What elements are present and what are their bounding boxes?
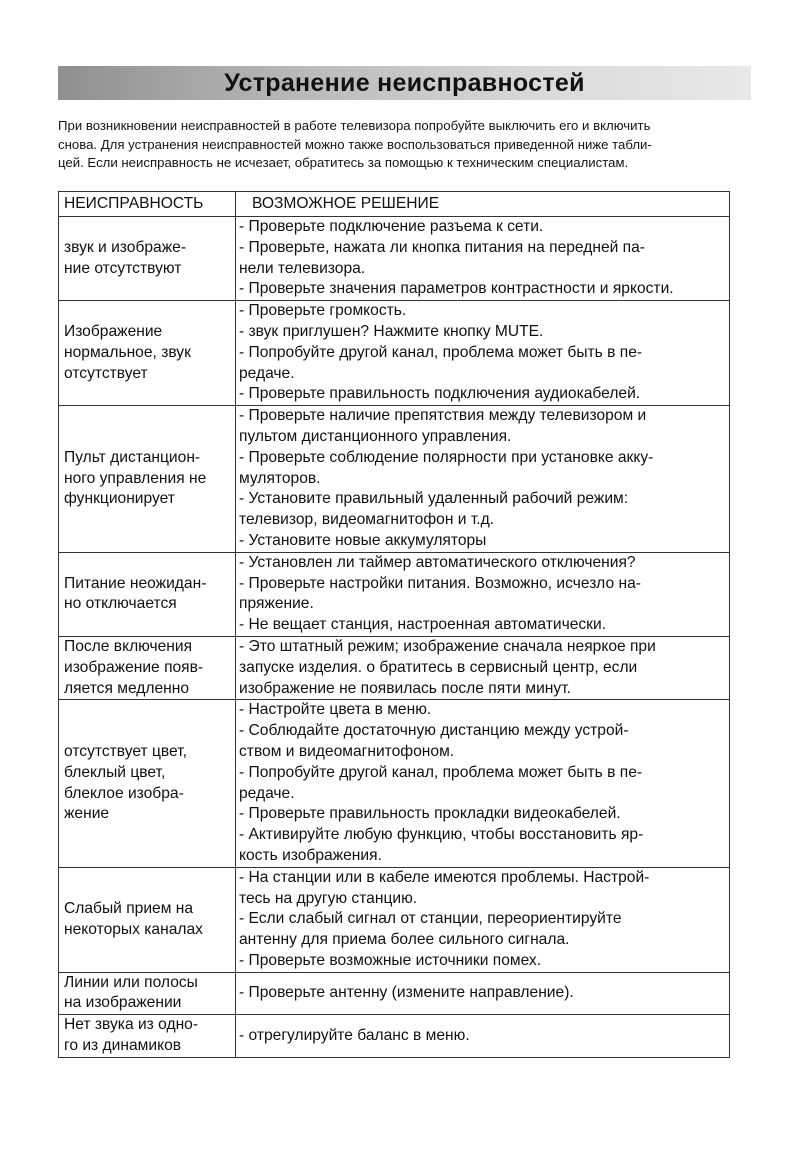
problem-text-line: жение bbox=[64, 805, 110, 823]
solution-text-line: - Не вещает станция, настроенная автоматически. bbox=[239, 616, 607, 634]
problem-cell bbox=[59, 972, 236, 1015]
solution-text-line: изображение не появилась после пяти минут. bbox=[239, 679, 571, 697]
solution-cell bbox=[236, 406, 730, 553]
solution-text-line: - Проверьте настройки питания. Возможно, исчезло на- bbox=[239, 574, 641, 592]
solution-text-line: - На станции или в кабеле имеются проблемы. Настрой- bbox=[239, 868, 650, 886]
solution-text-line: пультом дистанционного управления. bbox=[239, 427, 512, 445]
problem-cell bbox=[59, 1015, 236, 1058]
solution-cell bbox=[236, 972, 730, 1015]
solution-cell bbox=[236, 217, 730, 301]
solution-text-line: - Если слабый сигнал от станции, переориентируйте bbox=[239, 910, 622, 928]
solution-text-line: - Попробуйте другой канал, проблема может быть в пе- bbox=[239, 763, 643, 781]
solution-text-line: - Проверьте значения параметров контрастности и яркости. bbox=[239, 280, 674, 298]
header-solution: ВОЗМОЖНОЕ РЕШЕНИЕ bbox=[236, 192, 730, 217]
table-row bbox=[59, 972, 730, 1015]
solution-text-line: - Соблюдайте достаточную дистанцию между устрой- bbox=[239, 722, 629, 740]
solution-text-line: - Проверьте правильность подключения аудиокабелей. bbox=[239, 385, 641, 403]
problem-cell bbox=[59, 552, 236, 636]
table-row bbox=[59, 552, 730, 636]
solution-text-line: редаче. bbox=[239, 364, 295, 382]
solution-text-line: - Проверьте наличие препятствия между телевизором и bbox=[239, 407, 647, 425]
solution-cell bbox=[236, 552, 730, 636]
problem-cell bbox=[59, 636, 236, 699]
problem-cell bbox=[59, 867, 236, 972]
solution-text-line: нели телевизора. bbox=[239, 259, 366, 277]
table-header-row bbox=[59, 192, 730, 217]
intro-line: При возникновении неисправностей в работе телевизора попробуйте выключить его и включить bbox=[58, 118, 651, 133]
solution-text-line: - Проверьте возможные источники помех. bbox=[239, 951, 542, 969]
intro-paragraph bbox=[58, 117, 758, 173]
intro-line: снова. Для устранения неисправностей можно также воспользоваться приведенной ниже табли- bbox=[58, 136, 652, 152]
problem-text-line: отсутствует bbox=[64, 364, 148, 382]
solution-text-line: - Настройте цвета в меню. bbox=[239, 701, 432, 719]
header-problem: НЕИСПРАВНОСТЬ bbox=[59, 192, 236, 217]
solution-text-line: муляторов. bbox=[239, 469, 321, 487]
problem-text-line: некоторых каналах bbox=[64, 920, 203, 938]
solution-text-line: - Активируйте любую функцию, чтобы восстановить яр- bbox=[239, 826, 644, 844]
problem-text-line: Линии или полосы bbox=[64, 973, 198, 991]
table-row bbox=[59, 636, 730, 699]
solution-text-line: - Проверьте соблюдение полярности при установке акку- bbox=[239, 448, 654, 466]
problem-text-line: го из динамиков bbox=[64, 1037, 182, 1055]
table-row bbox=[59, 700, 730, 867]
solution-text-line: - Установлен ли таймер автоматического отключения? bbox=[239, 553, 636, 571]
solution-text-line: редаче. bbox=[239, 784, 295, 802]
solution-text-line: кость изображения. bbox=[239, 846, 382, 864]
problem-text-line: Нет звука из одно- bbox=[64, 1016, 199, 1034]
solution-cell bbox=[236, 636, 730, 699]
solution-text-line: ством и видеомагнитофоном. bbox=[239, 742, 455, 760]
problem-text-line: звук и изображе- bbox=[64, 238, 187, 256]
problem-text-line: на изображении bbox=[64, 994, 182, 1012]
problem-text-line: ного управления не bbox=[64, 469, 207, 487]
solution-text-line: - Это штатный режим; изображение сначала неяркое при bbox=[239, 637, 656, 655]
problem-text-line: Изображение bbox=[64, 322, 163, 340]
problem-text-line: нормальное, звук bbox=[64, 343, 191, 361]
solution-text-line: телевизор, видеомагнитофон и т.д. bbox=[239, 511, 495, 529]
solution-text-line: - Установите правильный удаленный рабочий режим: bbox=[239, 490, 629, 508]
solution-text-line: - звук приглушен? Нажмите кнопку MUTE. bbox=[239, 322, 544, 340]
problem-text-line: Питание неожидан- bbox=[64, 574, 207, 592]
problem-text-line: ние отсутствуют bbox=[64, 259, 182, 277]
solution-cell bbox=[236, 867, 730, 972]
problem-text-line: функционирует bbox=[64, 490, 175, 508]
page-title: Устранение неисправностей bbox=[224, 69, 585, 97]
problem-cell bbox=[59, 406, 236, 553]
solution-cell bbox=[236, 301, 730, 406]
solution-text-line: - отрегулируйте баланс в меню. bbox=[239, 1026, 470, 1044]
problem-text-line: но отключается bbox=[64, 595, 177, 613]
solution-text-line: - Проверьте громкость. bbox=[239, 302, 407, 320]
problem-text-line: Пульт дистанцион- bbox=[64, 448, 201, 466]
problem-text-line: блеклое изобра- bbox=[64, 784, 184, 802]
problem-text-line: Слабый прием на bbox=[64, 899, 194, 917]
solution-text-line: запуске изделия. о братитесь в сервисный центр, если bbox=[239, 658, 638, 676]
solution-cell bbox=[236, 1015, 730, 1058]
solution-text-line: пряжение. bbox=[239, 595, 314, 613]
problem-text-line: изображение появ- bbox=[64, 658, 204, 676]
solution-text-line: - Попробуйте другой канал, проблема может быть в пе- bbox=[239, 343, 643, 361]
solution-text-line: - Проверьте, нажата ли кнопка питания на передней па- bbox=[239, 238, 645, 256]
table-row bbox=[59, 301, 730, 406]
solution-text-line: - Проверьте антенну (измените направление). bbox=[239, 984, 574, 1002]
problem-text-line: блеклый цвет, bbox=[64, 763, 166, 781]
troubleshooting-table bbox=[58, 191, 730, 1058]
solution-text-line: - Проверьте правильность прокладки видеокабелей. bbox=[239, 805, 621, 823]
solution-text-line: - Установите новые аккумуляторы bbox=[239, 531, 487, 549]
solution-text-line: - Проверьте подключение разъема к сети. bbox=[239, 218, 544, 235]
problem-cell bbox=[59, 217, 236, 301]
solution-cell bbox=[236, 700, 730, 867]
table-row bbox=[59, 217, 730, 301]
problem-cell bbox=[59, 700, 236, 867]
problem-text-line: После включения bbox=[64, 637, 193, 655]
table-row bbox=[59, 1015, 730, 1058]
solution-text-line: антенну для приема более сильного сигнала. bbox=[239, 931, 570, 949]
solution-text-line: тесь на другую станцию. bbox=[239, 889, 418, 907]
problem-text-line: ляется медленно bbox=[64, 679, 190, 697]
problem-cell bbox=[59, 301, 236, 406]
table-row bbox=[59, 867, 730, 972]
intro-line: цей. Если неисправность не исчезает, обратитесь за помощью к техническим специалистам. bbox=[58, 155, 629, 170]
problem-text-line: отсутствует цвет, bbox=[64, 742, 187, 760]
table-row bbox=[59, 406, 730, 553]
